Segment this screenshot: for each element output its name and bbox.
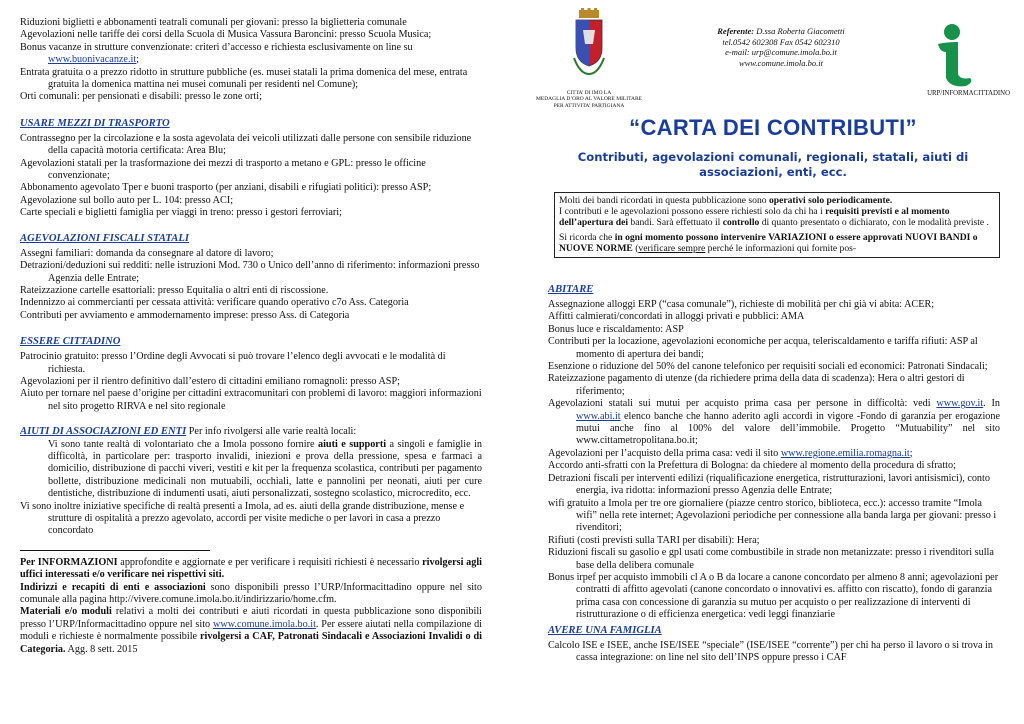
buonivacanze-link[interactable]: www.buonivacanze.it	[48, 54, 137, 66]
info-bold: Indirizzi e recapiti di enti e associazioni	[20, 581, 206, 593]
section-heading-famiglia: AVERE UNA FAMIGLIA	[548, 624, 662, 636]
list-item: Indennizzo ai commercianti per cessata attività: verificare quando operativo c7o Ass. Categoria	[20, 297, 409, 309]
list-item	[548, 398, 1000, 448]
info-bold: Per INFORMAZIONI	[20, 556, 118, 568]
associazioni-emphasis: aiuti e supporti	[317, 438, 387, 450]
info-text: . Per essere aiutati nella compilazione di moduli e richieste è normalmente possibile	[20, 618, 482, 643]
referente-label: Referente:	[717, 26, 755, 36]
contact-block	[692, 26, 870, 68]
info-bold: Materiali e/o moduli	[20, 606, 112, 618]
notice-text: Si ricorda che	[559, 231, 615, 243]
famiglia-list	[548, 640, 1000, 665]
associazioni-text: a singoli e famiglie in difficoltà, in particolare per: trasporto invalidi, iniezioni e prova della pressione, spesa e farmaci a domicilio, distribuzione di pacchi viveri, vestiti e kit per la frequenza scolastica, contributi per pagamento bollette, distribuzione medicinali non mutuabili, occhiali, latte e pannolini per neonati, aiuti per cure dentistiche, distribuzione di indumenti usati, aiuti personalizzati, sostegno scolastico, microcredito, ecc.	[48, 438, 482, 500]
referente-name: D.ssa Roberta Giacometti	[754, 26, 845, 36]
info-text: approfondite e aggiornate e per verificare i requisiti richiesti è necessario	[117, 556, 423, 568]
list-item: Rateizzazione pagamento di utenze (da richiedere prima della data di scadenza): Hera o altri gestori di riferimento;	[548, 373, 965, 397]
list-item: Detrazioni fiscali per interventi edilizi (riqualificazione energetica, ristrutturazioni, lavori antisismici), conto energia, iva ridotta: informazioni presso Agenzia delle Entrate;	[548, 472, 990, 497]
list-item: Abbonamento agevolato Tper e buoni trasporto (per anziani, disabili e rifugiati politici): presso ASP;	[20, 182, 432, 194]
notice-text: di quanto presentato o dichiarato, con le modalità previste .	[759, 217, 989, 229]
list-item: Agevolazione sul bollo auto per L. 104: presso ACI;	[20, 194, 234, 206]
referente-line	[692, 26, 870, 37]
associazioni-paragraph-1	[20, 439, 482, 501]
notice-text: Molti dei bandi ricordati in questa pubblicazione sono	[559, 195, 769, 206]
info-paragraph-2	[20, 582, 482, 607]
city-caption	[522, 90, 656, 109]
list-item-text: ;	[909, 447, 913, 459]
notice-text: bandi. Sarà effettuato il	[628, 217, 723, 229]
email-line[interactable]: e-mail: urp@comune.imola.bo.it	[725, 47, 837, 58]
page-title: “CARTA DEI CONTRIBUTI”	[629, 115, 917, 140]
divider	[20, 550, 210, 551]
intro-item: Orti comunali: per pensionati e disabili: presso le zone orti;	[20, 91, 262, 103]
section-heading-abitare: ABITARE	[548, 284, 594, 295]
website-line[interactable]: www.comune.imola.bo.it	[739, 57, 823, 68]
list-item: Aiuto per tornare nel paese d’origine per cittadini extracomunitari con problemi di lavoro: maggiori informazioni nel sito progetto RIRVA e nel sito regionale	[20, 388, 482, 412]
notice-bold: requisiti previsti e al momento dell’apertura dei	[559, 206, 950, 229]
list-item: Calcolo ISE e ISEE, anche ISE/ISEE “speciale” (ISE/ISEE “corrente”) per chi ha perso il lavoro o si trova in cassa integrazione: on line nel sito dell’INPS oppure presso i CAF	[548, 639, 993, 663]
notice-bold: in ogni momento possono intervenire VARIAZIONI o essere approvati NUOVI BANDI o NUOVE NORME	[559, 231, 978, 254]
list-item: wifi gratuito a Imola per tre ore giornaliere (piazze centro storico, biblioteca, ecc.): accesso tramite “Imola wifi” nella rete internet; Agevolazioni periodiche per connessione alla banda larga per giovani: presso i rivenditori;	[548, 497, 997, 534]
comune-link[interactable]: www.comune.imola.bo.it	[213, 618, 316, 630]
notice-text: perché le informazioni qui fornite pos-	[705, 242, 857, 254]
abi-link[interactable]: www.abi.it	[576, 410, 621, 422]
list-item: Agevolazioni statali per la trasformazione dei mezzi di trasporto a metano e GPL: presso le officine convenzionate;	[20, 157, 426, 182]
intro-item: Entrata gratuita o a prezzo ridotto in strutture pubbliche (es. musei statali la prima domenica del mese, entrata gratuita la domenica mattina nei musei comunali per residenti nel Comune);	[20, 66, 468, 91]
info-i-logo-icon	[928, 22, 980, 88]
list-item: Rifiuti (costi previsti sulla TARI per disabili): Hera;	[548, 534, 760, 546]
intro-item-text: ;	[136, 54, 140, 66]
notice-paragraph-1	[559, 195, 995, 206]
city-medal: MEDAGLIA D’ORO AL VALORE MILITARE	[535, 96, 643, 103]
list-item: Contributi per la locazione, agevolazioni economiche per acqua, teleriscaldamento e tariffa rifiuti: ASP al momento di apertura dei bandi;	[548, 336, 978, 360]
list-item: Esenzione o riduzione del 50% del canone telefonico per requisiti sociali ed economici: Patronati Sindacali;	[548, 361, 988, 373]
trasporto-list	[20, 133, 482, 220]
notice-box	[554, 192, 1000, 258]
city-crest-icon	[572, 8, 606, 88]
associazioni-text: Vi sono tante realtà di volontariato che a Imola possono fornire	[48, 438, 318, 450]
list-item-text: Agevolazioni statali sui mutui per acquisto prima casa per persone in difficoltà: vedi	[548, 398, 937, 410]
list-item: Bonus luce e riscaldamento: ASP	[548, 323, 684, 335]
notice-bold: operativi solo periodicamente.	[768, 195, 893, 206]
city-name: CITTA’ DI IMO LA	[566, 90, 612, 96]
list-item-text: . In	[983, 398, 1000, 410]
cittadino-list	[20, 351, 482, 413]
associazioni-heading-tail: Per info rivolgersi alle varie realtà locali:	[186, 426, 357, 438]
gov-link[interactable]: www.gov.it	[936, 398, 984, 410]
associazioni-paragraph-2: Vi sono inoltre iniziative specifiche di realtà presenti a Imola, ad es. aiuti della grande distribuzione, mense e strutture di ospitalità a prezzo agevolato, accordi per visite mediche o per lavori in casa a prezzo concordato	[20, 500, 465, 537]
notice-text: (	[632, 242, 639, 254]
urp-label: URP/INFORMACITTADINO	[927, 90, 1010, 97]
list-item-text: elenco banche che hanno aderito agli accordi in vigore -Fondo di garanzia per erogazione mutui anche fino al 100% del valore dell’immobile. Progetto “Mutuability” nel sito www.cittametropolitana.bo.it;	[576, 410, 1000, 447]
info-section	[20, 557, 482, 656]
intro-item	[20, 42, 482, 67]
list-item: Rateizzazione cartelle esattoriali: presso Equitalia o altri enti di riscossione.	[20, 284, 329, 296]
info-bold: rivolgersi agli uffici interessati e/o verificare nei rispettivi siti.	[20, 556, 482, 581]
list-item: Detrazioni/deduzioni sui redditi: nelle istruzioni Mod. 730 o Unico dell’anno di riferimento: informazioni presso Agenzia delle Entrate;	[20, 260, 480, 284]
phone-line: tel.0542 602308 Fax 0542 602310	[722, 36, 840, 47]
info-text: Agg. 8 sett. 2015	[65, 643, 138, 655]
list-item	[548, 448, 1000, 460]
right-body	[548, 278, 1000, 664]
intro-item: Agevolazioni nelle tariffe dei corsi della Scuola di Musica Vassura Baroncini: presso Scuola Musica;	[20, 29, 432, 41]
notice-bold: controllo	[722, 217, 760, 229]
section-heading-trasporto: USARE MEZZI DI TRASPORTO	[20, 117, 170, 129]
intro-item: Riduzioni biglietti e abbonamenti teatrali comunali per giovani: presso la biglietteria comunale	[20, 17, 407, 28]
fiscali-list	[20, 248, 482, 322]
notice-paragraph-2	[559, 206, 995, 228]
intro-section	[20, 17, 482, 104]
notice-text: I contributi e le agevolazioni possono essere richiesti solo da chi ha i	[559, 206, 826, 218]
list-item: Assegnazione alloggi ERP (“casa comunale”), richieste di mobilità per chi già vi abita: ACER;	[548, 299, 935, 310]
city-medal-reason: PER ATTIVITA’ PARTIGIANA	[553, 102, 625, 109]
list-item: Riduzioni fiscali su gasolio e gpl usati come combustibile in strade non metanizzate: presso i rivenditori sulla base della delibera comunale	[548, 547, 994, 571]
list-item: Patrocinio gratuito: presso l’Ordine degli Avvocati si può trovare l’elenco degli avvocati e le modalità di richiesta.	[20, 351, 446, 375]
left-column	[20, 0, 482, 656]
info-bold: rivolgersi a CAF, Patronati Sindacali e Associazioni Invalidi o di Categoria.	[20, 631, 482, 655]
intro-item-text: Bonus vacanze in strutture convenzionate: criteri d’accesso e richiesta esclusivamente on line su	[20, 41, 413, 53]
section-heading-fiscali: AGEVOLAZIONI FISCALI STATALI	[20, 232, 189, 244]
associazioni-heading-line	[20, 426, 482, 438]
list-item: Contributi per avviamento e ammodernamento imprese: presso Ass. di Categoria	[20, 309, 350, 321]
section-heading-cittadino: ESSERE CITTADINO	[20, 336, 121, 348]
list-item: Contrassegno per la circolazione e la sosta agevolata dei veicoli utilizzati dalle persone con sensibile riduzione della capacità motoria certificata: Area Blu;	[20, 132, 472, 157]
list-item-text: Agevolazioni per l’acquisto della prima casa: vedi il sito	[548, 447, 781, 459]
notice-underline: verificare sempre	[638, 242, 706, 254]
list-item: Bonus irpef per acquisto immobili cl A o B da locare a canone concordato per almeno 8 anni; agevolazioni per contratti di affitto agevolati (canone concordato o innovativi es. affitto con riscatto), fondo di garanzia prima casa con concessione di garanzia su mutuo per acquisto o per realizzazione di interventi di ristrutturazione o di efficienza energetica: vedi leggi finanziarie	[548, 571, 999, 621]
notice-paragraph-3	[559, 232, 995, 254]
info-text: relativi a molti dei contributi e aiuti ricordati in questa pubblicazione sono disponibili presso l’URP/Informacittadino oppure nel sito	[20, 606, 483, 630]
list-item: Assegni familiari: domanda da consegnare al datore di lavoro;	[20, 247, 274, 259]
info-text: sono disponibili presso l’URP/Informacittadino oppure nel sito comunale alla pagina http://vivere.comune.imola.bo.it/indirizzario/home.cfm.	[20, 581, 482, 606]
section-heading-associazioni: AIUTI DI ASSOCIAZIONI ED ENTI	[20, 426, 187, 438]
regione-link[interactable]: www.regione.emilia.romagna.it	[780, 447, 910, 459]
list-item: Affitti calmierati/concordati in alloggi privati e pubblici: AMA	[548, 311, 805, 323]
page-subtitle: Contributi, agevolazioni comunali, regionali, statali, aiuti di associazioni, enti, ecc.	[577, 150, 969, 179]
list-item: Accordo anti-sfratti con la Prefettura di Bologna: da chiedere al momento della procedura di sfratto;	[548, 460, 956, 472]
list-item: Carte speciali e biglietti famiglia per viaggi in treno: presso i gestori ferroviari;	[20, 207, 342, 219]
info-paragraph-3	[20, 606, 482, 656]
abitare-list	[548, 299, 1000, 622]
info-paragraph-1	[20, 557, 482, 582]
list-item: Agevolazioni per il rientro definitivo dall’estero di cittadini emiliano romagnoli: presso ASP;	[20, 375, 400, 387]
